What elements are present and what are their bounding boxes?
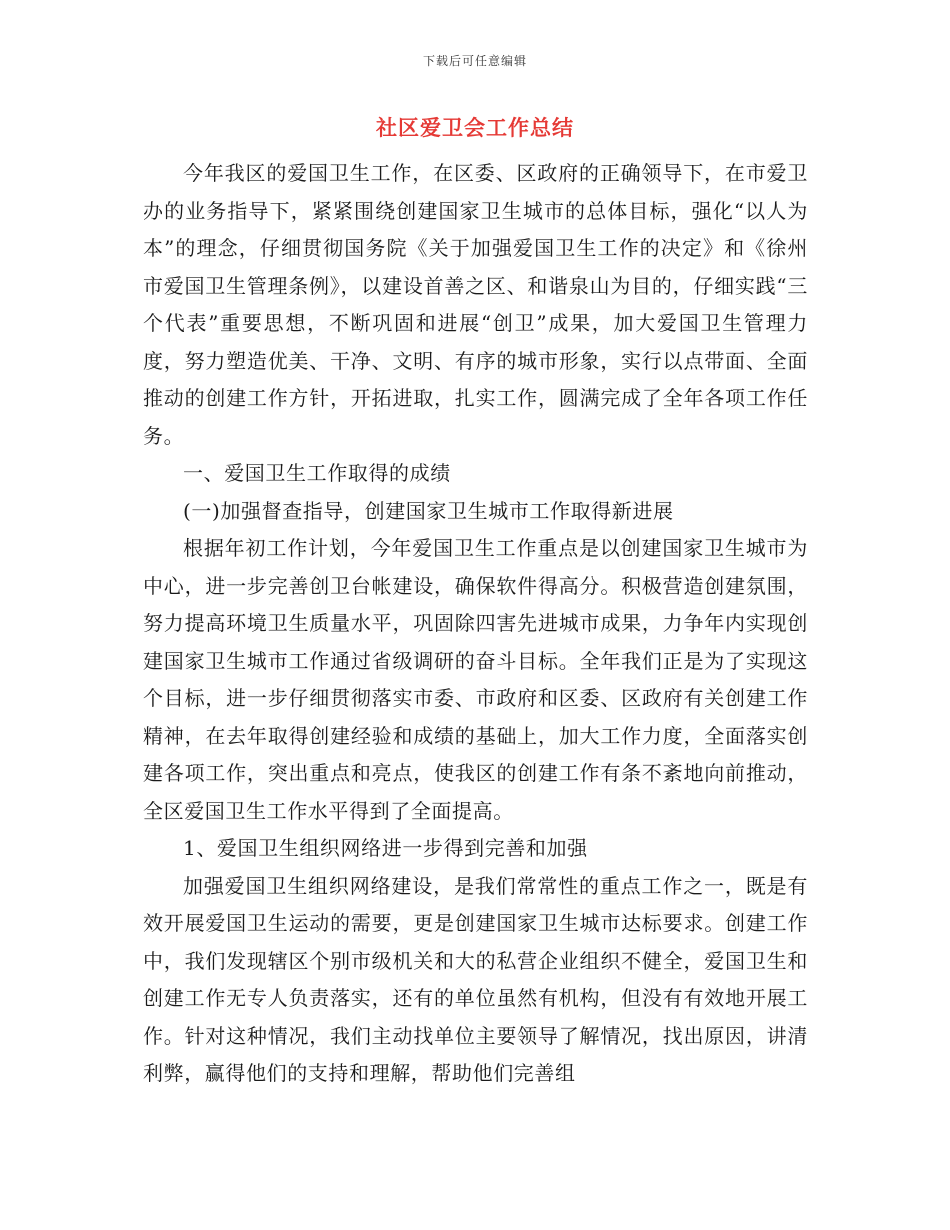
paragraph-work-plan: 根据年初工作计划，今年爱国卫生工作重点是以创建国家卫生城市为中心，进一步完善创卫台帐建设，确保软件得高分。积极营造创建氛围，努力提高环境卫生质量水平，巩固除四害先进城市成果，力争年内实现创建国家卫生城市工作通过省级调研的奋斗目标。全年我们正是为了实现这个目标，进一步仔细贯彻落实市委、市政府和区委、区政府有关创建工作精神，在去年取得创建经验和成绩的基础上，加大工作力度，全面落实创建各项工作，突出重点和亮点，使我区的创建工作有条不紊地向前推动，全区爱国卫生工作水平得到了全面提高。 — [143, 536, 808, 823]
document-title: 社区爱卫会工作总结 — [376, 115, 574, 140]
section-heading-1: 一、爱国卫生工作取得的成绩 — [183, 461, 451, 485]
document-body — [143, 155, 808, 1093]
subsection-heading-1: (一)加强督查指导，创建国家卫生城市工作取得新进展 — [183, 498, 674, 523]
item-heading-1: 1、爱国卫生组织网络进一步得到完善和加强 — [183, 836, 588, 860]
header-note: 下载后可任意编辑 — [422, 54, 527, 68]
paragraph-organization: 加强爱国卫生组织网络建设，是我们常常性的重点工作之一，既是有效开展爱国卫生运动的需要，更是创建国家卫生城市达标要求。创建工作中，我们发现辖区个别市级机关和大的私营企业组织不健全，爱国卫生和创建工作无专人负责落实，还有的单位虽然有机构，但没有有效地开展工作。针对这种情况，我们主动找单位主要领导了解情况，找出原因，讲清利弊，赢得他们的支持和理解，帮助他们完善组 — [143, 873, 808, 1085]
paragraph-intro: 今年我区的爱国卫生工作，在区委、区政府的正确领导下，在市爱卫办的业务指导下，紧紧围绕创建国家卫生城市的总体目标，强化“以人为本”的理念，仔细贯彻国务院《关于加强爱国卫生工作的决定》和《徐州市爱国卫生管理条例》，以建设首善之区、和谐泉山为目的，仔细实践“三个代表”重要思想，不断巩固和进展“创卫”成果，加大爱国卫生管理力度，努力塑造优美、干净、文明、有序的城市形象，实行以点带面、全面推动的创建工作方针，开拓进取，扎实工作，圆满完成了全年各项工作任务。 — [143, 161, 808, 448]
